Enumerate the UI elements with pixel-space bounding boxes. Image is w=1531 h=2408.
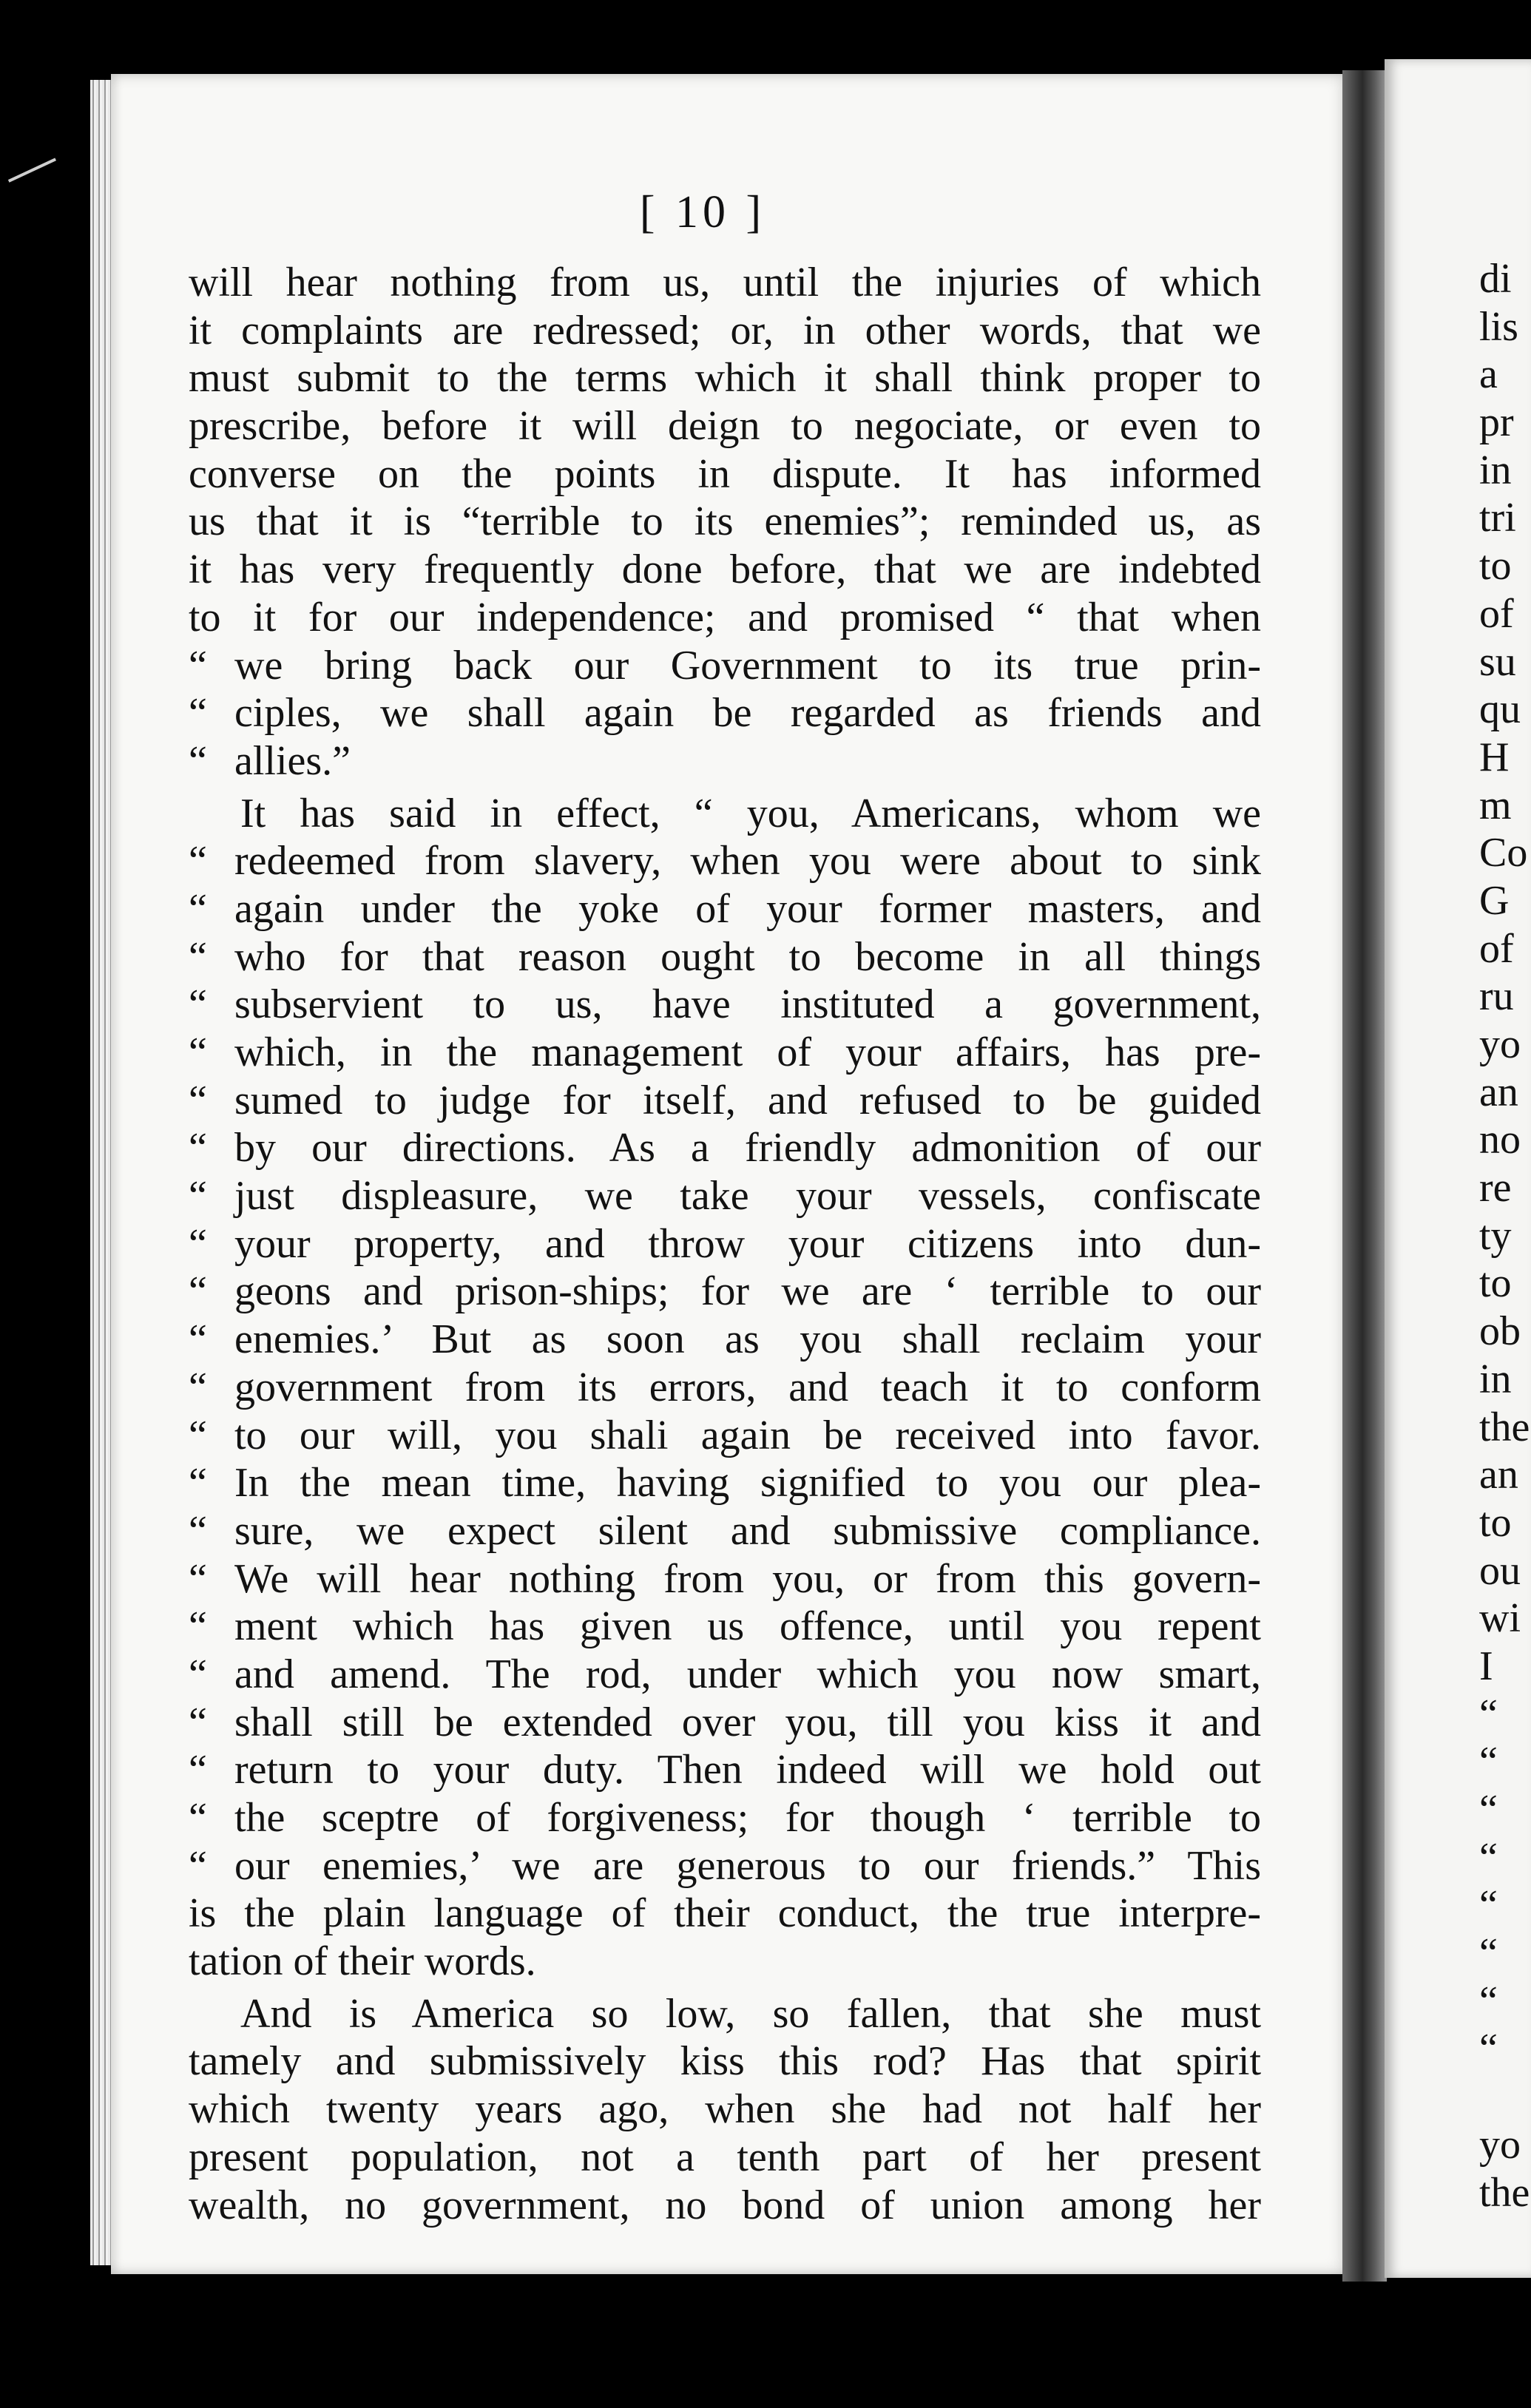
quote-mark: “ bbox=[189, 1316, 207, 1363]
facing-page-text bbox=[1479, 255, 1531, 2216]
text-line bbox=[189, 1794, 1261, 1842]
facing-page-fragment: “ bbox=[1479, 1739, 1498, 1785]
line-text: sumed to judge for itself, and refused to be guided bbox=[234, 1077, 1261, 1123]
line-text: return to your duty. Then indeed will we hold out bbox=[234, 1747, 1261, 1793]
facing-page-fragment: to bbox=[1479, 1499, 1512, 1546]
text-line bbox=[189, 1990, 1261, 2038]
text-line bbox=[189, 307, 1261, 355]
text-line bbox=[189, 1651, 1261, 1699]
text-line bbox=[189, 1938, 1261, 1986]
quote-mark: “ bbox=[189, 981, 207, 1028]
text-line bbox=[189, 1699, 1261, 1747]
quote-mark: “ bbox=[189, 642, 207, 689]
text-line bbox=[189, 981, 1261, 1029]
text-line bbox=[189, 790, 1261, 838]
facing-page-fragment: yo bbox=[1479, 2121, 1521, 2168]
text-line bbox=[189, 1412, 1261, 1460]
quote-mark: “ bbox=[189, 1412, 207, 1458]
line-text: prescribe, before it will deign to negociate, or even to bbox=[189, 403, 1261, 450]
line-text: converse on the points in dispute. It has informed bbox=[189, 450, 1261, 497]
text-line bbox=[189, 642, 1261, 690]
line-text: And is America so low, so fallen, that she must bbox=[240, 1990, 1261, 2037]
line-text: which twenty years ago, when she had not half her bbox=[189, 2086, 1261, 2133]
facing-page-fragment bbox=[1479, 2073, 1531, 2121]
text-line bbox=[189, 1077, 1261, 1125]
facing-page-fragment: “ bbox=[1479, 1787, 1498, 1833]
text-line bbox=[189, 737, 1261, 785]
facing-page-fragment: “ bbox=[1479, 2026, 1498, 2072]
line-text: again under the yoke of your former masters, and bbox=[234, 885, 1261, 932]
facing-page-fragment: I bbox=[1479, 1643, 1493, 1689]
facing-page-fragment: a bbox=[1479, 351, 1498, 398]
text-line bbox=[189, 2037, 1261, 2086]
facing-page-fragment: tri bbox=[1479, 495, 1516, 541]
quote-mark: “ bbox=[189, 1555, 207, 1602]
facing-page-fragment: in bbox=[1479, 447, 1512, 493]
quote-mark: “ bbox=[189, 1125, 207, 1171]
quote-mark: “ bbox=[189, 737, 207, 784]
line-text: enemies.’ But as soon as you shall reclaim your bbox=[234, 1316, 1261, 1363]
facing-page-fragment: Co bbox=[1479, 830, 1528, 876]
facing-page-fragment: “ bbox=[1479, 1882, 1498, 1929]
line-text: sure, we expect silent and submissive compliance. bbox=[234, 1507, 1261, 1554]
quote-mark: “ bbox=[189, 1651, 207, 1697]
line-text: is the plain language of their conduct, the true interpre- bbox=[189, 1890, 1261, 1937]
quote-mark: “ bbox=[189, 690, 207, 737]
quote-mark: “ bbox=[189, 1077, 207, 1123]
text-line bbox=[189, 1029, 1261, 1077]
facing-page-fragment: no bbox=[1479, 1117, 1521, 1163]
facing-page-fragment: “ bbox=[1479, 1930, 1498, 1977]
facing-page-fragment: pr bbox=[1479, 399, 1514, 446]
line-text: to our will, you shali again be received into favor. bbox=[234, 1412, 1261, 1458]
line-text: which, in the management of your affairs, has pre- bbox=[234, 1029, 1261, 1075]
line-text: the sceptre of forgiveness; for though ‘ terrible to bbox=[234, 1795, 1261, 1841]
line-text: by our directions. As a friendly admonition of our bbox=[234, 1125, 1261, 1171]
line-text: shall still be extended over you, till you kiss it and bbox=[234, 1699, 1261, 1745]
facing-page-fragment: lis bbox=[1479, 303, 1518, 350]
page-number: [ 10 ] bbox=[639, 187, 766, 237]
quote-mark: “ bbox=[189, 1268, 207, 1315]
facing-page-fragment: of bbox=[1479, 590, 1514, 637]
edge-mark bbox=[0, 131, 56, 182]
line-text: to it for our independence; and promised “ that when bbox=[189, 594, 1261, 640]
facing-page-fragment: qu bbox=[1479, 686, 1521, 733]
facing-page-fragment: su bbox=[1479, 638, 1516, 685]
text-line bbox=[189, 885, 1261, 933]
text-line bbox=[189, 354, 1261, 402]
text-line bbox=[189, 1555, 1261, 1603]
facing-page-fragment: the bbox=[1479, 1404, 1530, 1450]
quote-mark: “ bbox=[189, 1364, 207, 1410]
quote-mark: “ bbox=[189, 1747, 207, 1793]
facing-page-fragment: ty bbox=[1479, 1212, 1512, 1259]
quote-mark: “ bbox=[189, 838, 207, 885]
quote-mark: “ bbox=[189, 1220, 207, 1267]
facing-page-fragment: di bbox=[1479, 256, 1512, 302]
text-line bbox=[189, 259, 1261, 307]
line-text: In the mean time, having signified to you our plea- bbox=[234, 1460, 1261, 1506]
line-text: subservient to us, have instituted a government, bbox=[234, 981, 1261, 1028]
quote-mark: “ bbox=[189, 1029, 207, 1075]
text-line bbox=[189, 837, 1261, 885]
facing-page-fragment: of bbox=[1479, 925, 1514, 972]
facing-page-fragment: ou bbox=[1479, 1547, 1521, 1594]
facing-page-fragment: to bbox=[1479, 1260, 1512, 1307]
quote-mark: “ bbox=[189, 1795, 207, 1841]
line-text: allies.” bbox=[234, 737, 351, 784]
facing-page-fragment: G bbox=[1479, 877, 1510, 924]
line-text: tation of their words. bbox=[189, 1938, 536, 1985]
quote-mark: “ bbox=[189, 1699, 207, 1745]
text-line bbox=[189, 1316, 1261, 1364]
text-line bbox=[189, 2086, 1261, 2134]
facing-page-fragment: ru bbox=[1479, 973, 1514, 1020]
facing-page-fragment: an bbox=[1479, 1069, 1518, 1115]
book-gutter bbox=[1342, 70, 1387, 2282]
text-line bbox=[189, 2182, 1261, 2230]
line-text: us that it is “terrible to its enemies”; reminded us, as bbox=[189, 498, 1261, 545]
line-text: present population, not a tenth part of her present bbox=[189, 2134, 1261, 2180]
text-line bbox=[189, 1842, 1261, 1890]
text-line bbox=[189, 1603, 1261, 1651]
line-text: wealth, no government, no bond of union among her bbox=[189, 2182, 1261, 2228]
text-line bbox=[189, 1124, 1261, 1172]
facing-page-fragment: to bbox=[1479, 543, 1512, 589]
text-line bbox=[189, 2134, 1261, 2182]
page-stack-edge bbox=[90, 80, 112, 2265]
text-line bbox=[189, 1459, 1261, 1507]
text-line bbox=[189, 1268, 1261, 1316]
text-line bbox=[189, 1507, 1261, 1555]
quote-mark: “ bbox=[189, 1507, 207, 1554]
quote-mark: “ bbox=[189, 1460, 207, 1506]
facing-page-fragment: the bbox=[1479, 2169, 1530, 2216]
line-text: just displeasure, we take your vessels, confiscate bbox=[234, 1173, 1261, 1220]
facing-page-fragment: “ bbox=[1479, 1691, 1498, 1737]
text-line bbox=[189, 450, 1261, 498]
line-text: ment which has given us offence, until you repent bbox=[234, 1603, 1261, 1650]
facing-page-fragment: in bbox=[1479, 1356, 1512, 1402]
line-text: geons and prison-ships; for we are ‘ terrible to our bbox=[234, 1268, 1261, 1315]
quote-mark: “ bbox=[189, 1842, 207, 1889]
line-text: will hear nothing from us, until the injuries of which bbox=[189, 260, 1261, 305]
body-text bbox=[189, 259, 1261, 2229]
line-text: It has said in effect, “ you, Americans, whom we bbox=[240, 790, 1261, 836]
line-text: it has very frequently done before, that we are indebted bbox=[189, 547, 1261, 593]
quote-mark: “ bbox=[189, 885, 207, 932]
quote-mark: “ bbox=[189, 1173, 207, 1220]
line-text: We will hear nothing from you, or from this govern- bbox=[234, 1555, 1261, 1602]
text-line bbox=[189, 933, 1261, 981]
line-text: it complaints are redressed; or, in other words, that we bbox=[189, 307, 1261, 354]
text-line bbox=[189, 1890, 1261, 1938]
text-line bbox=[189, 546, 1261, 594]
quote-mark: “ bbox=[189, 1603, 207, 1650]
facing-page-fragment: re bbox=[1479, 1165, 1512, 1211]
facing-page-fragment: ob bbox=[1479, 1308, 1521, 1355]
line-text: tamely and submissively kiss this rod? Has that spirit bbox=[189, 2038, 1261, 2085]
line-text: government from its errors, and teach it to conform bbox=[234, 1364, 1261, 1410]
facing-page-fragment: wi bbox=[1479, 1595, 1521, 1642]
text-line bbox=[189, 594, 1261, 642]
text-line bbox=[189, 1364, 1261, 1412]
text-line bbox=[189, 689, 1261, 737]
facing-page-fragment: m bbox=[1479, 782, 1512, 828]
quote-mark: “ bbox=[189, 933, 207, 980]
line-text: our enemies,’ we are generous to our friends.” This bbox=[234, 1842, 1261, 1889]
line-text: and amend. The rod, under which you now smart, bbox=[234, 1651, 1261, 1697]
facing-page-fragment: H bbox=[1479, 734, 1510, 780]
line-text: ciples, we shall again be regarded as friends and bbox=[234, 690, 1261, 737]
facing-page-fragment: an bbox=[1479, 1452, 1518, 1498]
text-line bbox=[189, 1220, 1261, 1268]
facing-page-fragment: “ bbox=[1479, 1834, 1498, 1881]
text-line bbox=[189, 1172, 1261, 1220]
text-line bbox=[189, 1746, 1261, 1794]
left-margin-edge bbox=[0, 0, 104, 2408]
line-text: who for that reason ought to become in all things bbox=[234, 933, 1261, 980]
facing-page-fragment: yo bbox=[1479, 1021, 1521, 1067]
line-text: redeemed from slavery, when you were about to sink bbox=[234, 838, 1261, 885]
text-line bbox=[189, 498, 1261, 546]
line-text: we bring back our Government to its true prin- bbox=[234, 642, 1261, 689]
text-line bbox=[189, 402, 1261, 450]
facing-page-fragment: “ bbox=[1479, 1978, 1498, 2024]
line-text: your property, and throw your citizens into dun- bbox=[234, 1220, 1261, 1267]
line-text: must submit to the terms which it shall think proper to bbox=[189, 355, 1261, 402]
